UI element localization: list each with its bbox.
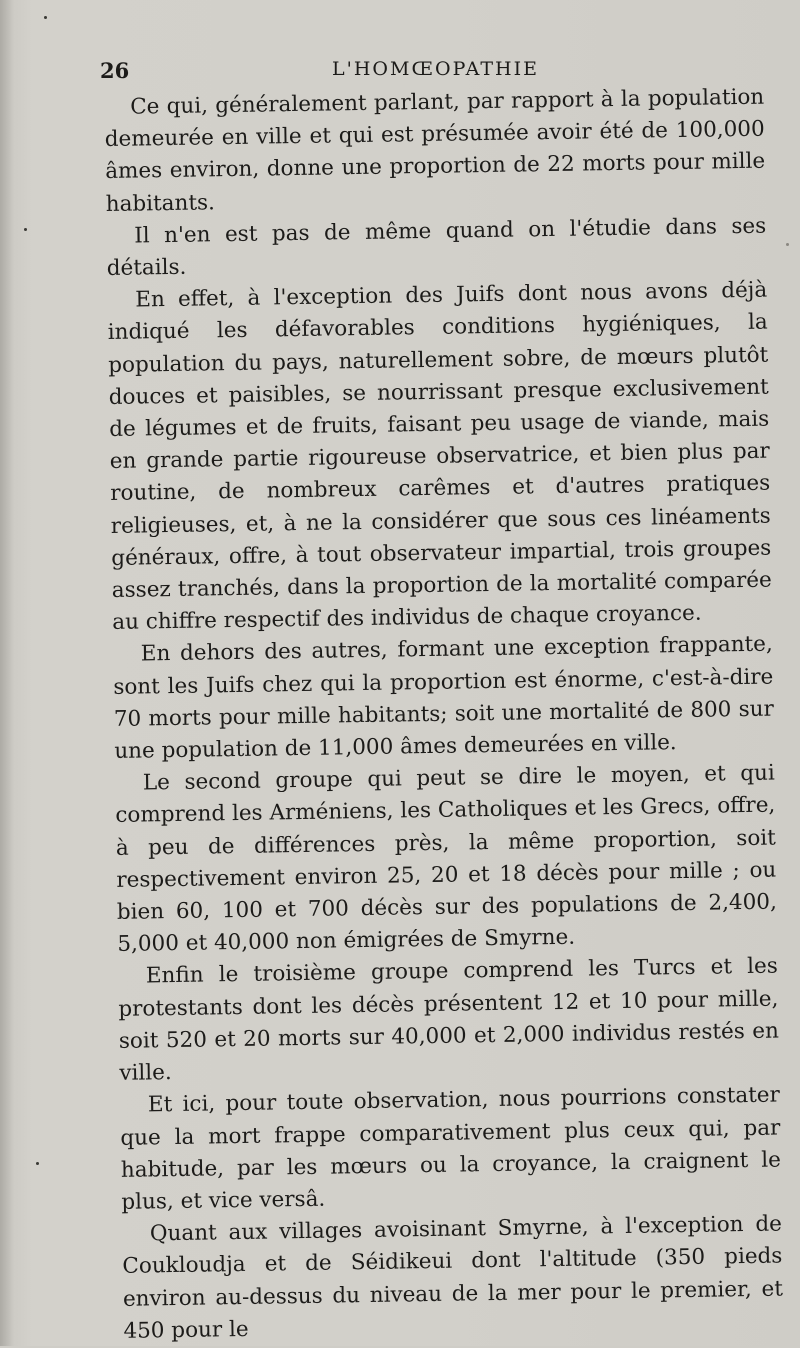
paragraph: Quant aux villages avoisinant Smyrne, à l'exception de Coukloudja et de Séidikeui dont l'altitude (350 pieds environ au-dessus du niveau de la mer pour le premier, et 450 pour le <box>122 1211 784 1344</box>
print-speck <box>24 228 27 231</box>
paragraph: Il n'en est pas de même quand on l'étudie dans ses détails. <box>106 213 767 281</box>
running-title: L'HOMŒOPATHIE <box>332 58 539 80</box>
paragraph: Et ici, pour toute observation, nous pourrions constater que la mort frappe comparativement plus ceux qui, par habitude, par les mœurs ou la croyance, la craignent le plus, et vice versâ. <box>120 1082 782 1215</box>
paragraph: En dehors des autres, formant une exception frappante, sont les Juifs chez qui la proportion est énorme, c'est-à-dire 70 morts pour mille habitants; soit une mortalité de 800 sur une population de 11,000 âmes demeurées en ville. <box>113 632 774 764</box>
page-gutter-shadow <box>0 0 14 1346</box>
paragraph: Ce qui, généralement parlant, par rapport à la population demeurée en ville et qui est présumée avoir été de 100,000 âmes environ, donne une proportion de 22 morts pour mille habitants. <box>104 84 766 217</box>
print-speck <box>44 16 47 19</box>
paragraph: En effet, à l'exception des Juifs dont nous avons déjà indiqué les défavorables conditions hygiéniques, la population du pays, naturellement sobre, de mœurs plutôt douces et paisibles, se nourrissant presque exclusivement de légumes et de fruits, faisant peu usage de viande, mais en grande partie rigoureuse observatrice, et bien plus par routine, de nombreux carêmes et d'autres pratiques religieuses, et, à ne la considérer que sous ces linéaments généraux, offre, à tout observateur impartial, trois groupes assez tranchés, dans la proportion de la mortalité comparée au chiffre respectif des individus de chaque croyance. <box>107 277 772 636</box>
print-speck <box>36 1162 39 1165</box>
body-text <box>104 82 784 1348</box>
print-speck <box>786 243 789 246</box>
paragraph: Enfin le troisième groupe comprend les Turcs et les protestants dont les décès présentent 12 et 10 pour mille, soit 520 et 20 morts sur 40,000 et 2,000 individus restés en ville. <box>118 954 780 1086</box>
page-number: 26 <box>100 58 130 83</box>
paragraph: Le second groupe qui peut se dire le moyen, et qui comprend les Arméniens, les Catholiques et les Grecs, offre, à peu de différences près, la même proportion, soit respectivement environ 25, 20 et 18 décès pour mille ; ou bien 60, 100 et 700 décès sur des populations de 2,400, 5,000 et 40,000 non émigrées de Smyrne. <box>115 760 778 958</box>
